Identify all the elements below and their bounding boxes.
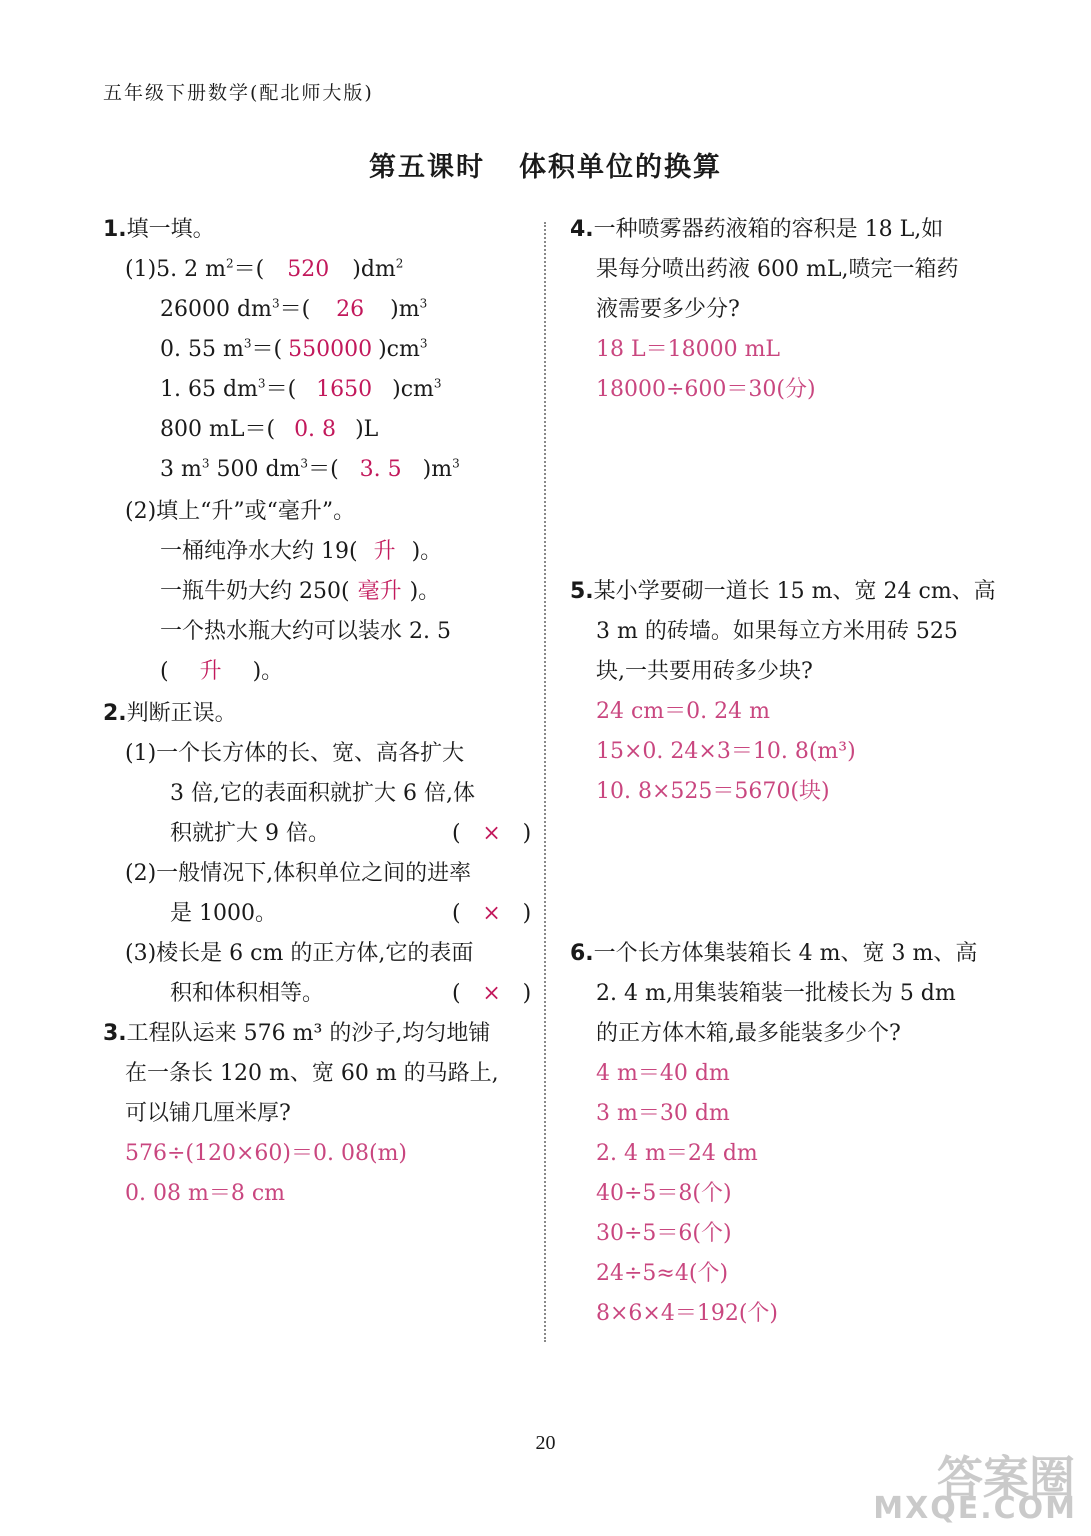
- q4-line-3: 液需要多少分?: [596, 297, 740, 322]
- q4-answer-2: 18000÷600＝30(分): [596, 377, 816, 402]
- q6-answer-1: 4 m＝40 dm: [596, 1061, 730, 1086]
- q2-item-3-line-1: (3)棱长是 6 cm 的正方体,它的表面: [125, 941, 474, 966]
- q3-line-2: 在一条长 120 m、宽 60 m 的马路上,: [125, 1061, 499, 1086]
- q2-item-1-line-1: (1)一个长方体的长、宽、高各扩大: [125, 741, 465, 766]
- lesson-topic: 体积单位的换算: [519, 152, 722, 183]
- q1-part2-answer-2: 毫升: [357, 579, 402, 604]
- q5-answer-1: 24 cm＝0. 24 m: [596, 699, 771, 724]
- q6-line-3: 的正方体木箱,最多能装多少个?: [596, 1021, 901, 1046]
- q6-answer-2: 3 m＝30 dm: [596, 1101, 730, 1126]
- q1-part2-row-1: 一桶纯净水大约 19( 升 )。: [160, 539, 443, 564]
- q1-answer-5: 0. 8: [294, 417, 337, 442]
- q6-answer-4: 40÷5＝8(个): [596, 1181, 732, 1206]
- q1-answer-2: 26: [336, 297, 365, 322]
- q2-item-2-line-2: 是 1000。: [170, 901, 277, 926]
- q1-stem: 1.填一填。: [103, 217, 215, 242]
- q5-line-2: 3 m 的砖墙。如果每立方米用砖 525: [596, 619, 958, 644]
- q1-part2-row-3: 一个热水瓶大约可以装水 2. 5: [160, 619, 451, 644]
- q6-line-1: 6.一个长方体集装箱长 4 m、宽 3 m、高: [570, 941, 978, 966]
- q1-row-2: 26000 $dm^3=$( 26 )$m^3$: [160, 296, 428, 322]
- q6-answer-7: 8×6×4＝192(个): [596, 1301, 779, 1326]
- q1-answer-3: 550000: [288, 337, 373, 362]
- q2-item-1-judgement: ( × ): [452, 821, 532, 846]
- q2-item-1-line-2: 3 倍,它的表面积就扩大 6 倍,体: [170, 781, 475, 806]
- page-number: 20: [535, 1432, 556, 1454]
- q6-answer-3: 2. 4 m＝24 dm: [596, 1141, 758, 1166]
- q3-line-1: 3.工程队运来 576 m³ 的沙子,均匀地铺: [103, 1021, 491, 1046]
- q6-line-2: 2. 4 m,用集装箱装一批棱长为 5 dm: [596, 981, 956, 1006]
- q1-answer-1: 520: [287, 257, 330, 282]
- lesson-number: 第五课时: [369, 152, 485, 183]
- q2-item-2-line-1: (2)一般情况下,体积单位之间的进率: [125, 861, 472, 886]
- q3-answer-1: 576÷(120×60)＝0. 08(m): [125, 1141, 408, 1166]
- q4-line-2: 果每分喷出药液 600 mL,喷完一箱药: [596, 257, 959, 282]
- q1-row-6: 3 $m^3$ 500 $dm^3=$( 3. 5 )$m^3$: [160, 456, 460, 482]
- q1-part2-answer-1: 升: [373, 539, 396, 564]
- q1-row-3: 0. 55 $m^3=$( 550000 )$cm^3$: [160, 336, 428, 362]
- q3-answer-2: 0. 08 m＝8 cm: [125, 1181, 286, 1206]
- q1-answer-4: 1650: [316, 377, 373, 402]
- q4-answer-1: 18 L＝18000 mL: [596, 337, 781, 362]
- q1-part2-stem: (2)填上“升”或“毫升”。: [125, 499, 356, 524]
- q2-item-1-line-3: 积就扩大 9 倍。: [170, 821, 330, 846]
- q3-line-3: 可以铺几厘米厚?: [125, 1101, 291, 1126]
- q2-item-3-judgement: ( × ): [452, 981, 532, 1006]
- q1-answer-6: 3. 5: [359, 457, 402, 482]
- q2-item-2-judgement: ( × ): [452, 901, 532, 926]
- watermark-logo: 答案圈 MXQE.COM: [873, 1451, 1077, 1526]
- q2-stem: 2.判断正误。: [103, 701, 237, 726]
- q1-part2-answer-3: 升: [199, 659, 222, 684]
- q1-row-5: 800 mL＝( 0. 8 )L: [160, 417, 379, 442]
- q1-part2-row-4: ( 升 )。: [160, 659, 284, 684]
- q5-line-3: 块,一共要用砖多少块?: [596, 659, 813, 684]
- q1-row-4: 1. 65 $dm^3=$( 1650 )$cm^3$: [160, 376, 442, 402]
- q6-answer-5: 30÷5＝6(个): [596, 1221, 732, 1246]
- book-header: 五年级下册数学(配北师大版): [103, 82, 374, 104]
- q1-row-1: (1)5. 2 $m^2=$( 520 )$dm^2$: [125, 256, 404, 282]
- q5-answer-3: 10. 8×525＝5670(块): [596, 779, 830, 804]
- q1-part2-row-2: 一瓶牛奶大约 250( 毫升 )。: [160, 579, 441, 604]
- q5-answer-2: 15×0. 24×3＝10. 8(m³): [596, 739, 856, 764]
- column-divider: [544, 222, 546, 1342]
- q5-line-1: 5.某小学要砌一道长 15 m、宽 24 cm、高: [570, 579, 996, 604]
- q2-item-3-line-2: 积和体积相等。: [170, 981, 325, 1006]
- q6-answer-6: 24÷5≈4(个): [596, 1261, 729, 1286]
- q4-line-1: 4.一种喷雾器药液箱的容积是 18 L,如: [570, 217, 944, 242]
- lesson-title: [0, 145, 1091, 184]
